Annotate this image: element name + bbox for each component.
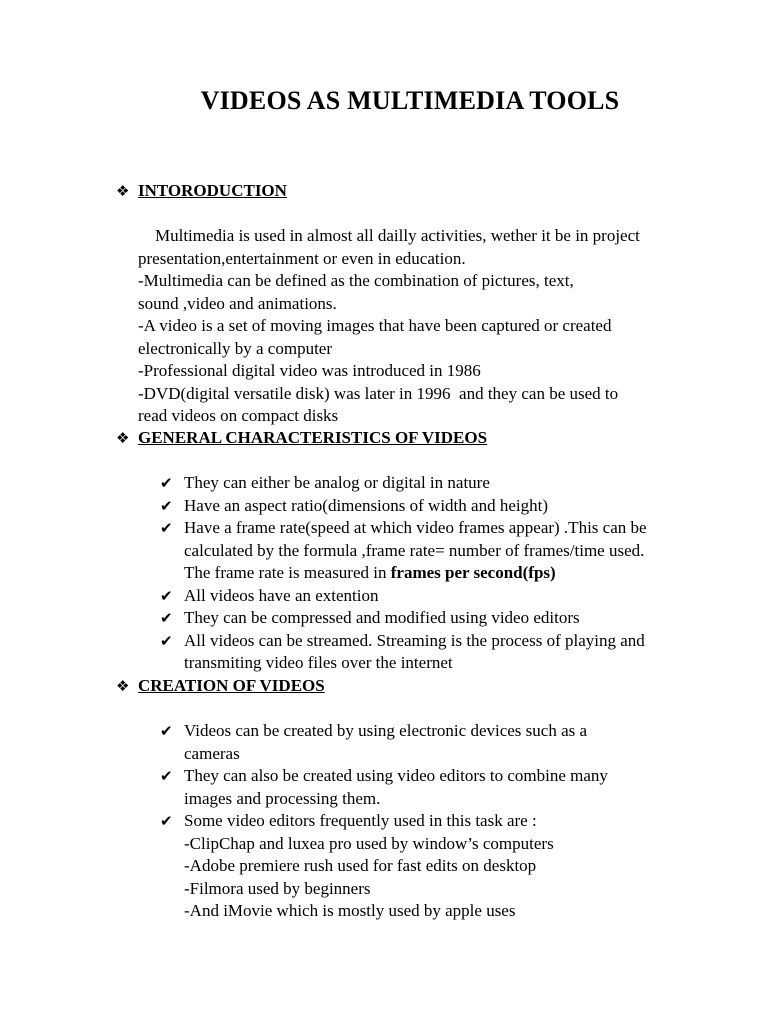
diamond-bullet-icon: ❖ (116, 677, 130, 695)
section-heading-introduction (116, 181, 287, 201)
list-item-text: cameras (184, 743, 240, 763)
list-item-bold-term: frames per second(fps) (390, 563, 556, 582)
section-heading-text: CREATION OF VIDEOS (138, 676, 325, 695)
list-item-text-prefix: The frame rate is measured in (184, 563, 391, 582)
list-item-text: All videos have an extention (184, 585, 379, 605)
checkmark-icon: ✔ (160, 631, 173, 650)
checkmark-icon: ✔ (160, 519, 173, 537)
list-item (160, 472, 647, 495)
list-item-text (184, 562, 647, 585)
list-item-text: Have an aspect ratio(dimensions of width and height) (184, 495, 548, 515)
list-item-text: -Filmora used by beginners (184, 878, 371, 898)
list-item (160, 810, 608, 923)
list-item-text: transmiting video files over the internet (184, 653, 453, 672)
list-item-text: Some video editors frequently used in this task are : (184, 811, 537, 830)
section-heading-characteristics (116, 428, 487, 448)
paragraph-line: electronically by a computer (138, 338, 332, 358)
list-item (160, 517, 647, 585)
paragraph-line: -Professional digital video was introduced in 1986 (138, 361, 481, 380)
list-item-text: calculated by the formula ,frame rate= number of frames/time used. (184, 540, 645, 560)
paragraph-line: -A video is a set of moving images that have been captured or created (138, 316, 612, 335)
checkmark-icon: ✔ (160, 586, 173, 605)
list-item (160, 720, 608, 765)
list-item-text: They can either be analog or digital in nature (184, 473, 490, 492)
list-item-text: They can also be created using video editors to combine many (184, 766, 608, 785)
checkmark-icon: ✔ (160, 496, 173, 515)
list-item (160, 585, 647, 608)
list-item-text: Have a frame rate(speed at which video frames appear) .This can be (184, 518, 647, 537)
diamond-bullet-icon: ❖ (116, 182, 130, 200)
paragraph-line: read videos on compact disks (138, 406, 339, 425)
paragraph-line: sound ,video and animations. (138, 293, 337, 313)
list-item (160, 630, 647, 675)
introduction-paragraph (138, 225, 640, 428)
list-item (160, 495, 647, 518)
paragraph-line: -Multimedia can be defined as the combination of pictures, text, (138, 271, 574, 290)
paragraph-line: -DVD(digital versatile disk) was later in 1996 and they can be used to (138, 383, 619, 403)
list-item (160, 765, 608, 810)
checkmark-icon: ✔ (160, 812, 173, 830)
checkmark-icon: ✔ (160, 722, 173, 740)
list-item-text: -ClipChap and luxea pro used by window’s computers (184, 833, 554, 853)
list-item-text: images and processing them. (184, 788, 381, 808)
section-heading-creation (116, 676, 325, 696)
characteristics-list (160, 472, 647, 675)
document-title: VIDEOS AS MULTIMEDIA TOOLS (200, 86, 620, 115)
list-item-text: Videos can be created by using electronic devices such as a (184, 721, 588, 740)
creation-list (160, 720, 608, 923)
diamond-bullet-icon: ❖ (116, 429, 130, 447)
paragraph-line: Multimedia is used in almost all dailly activities, wether it be in project (138, 226, 640, 245)
list-item-text: All videos can be streamed. Streaming is the process of playing and (184, 630, 645, 650)
section-heading-text: GENERAL CHARACTERISTICS OF VIDEOS (138, 428, 488, 447)
checkmark-icon: ✔ (160, 474, 173, 492)
paragraph-line: presentation,entertainment or even in education. (138, 248, 466, 268)
list-item (160, 607, 647, 630)
list-item-text: -Adobe premiere rush used for fast edits on desktop (184, 856, 537, 875)
checkmark-icon: ✔ (160, 767, 173, 785)
section-heading-text: INTORODUCTION (138, 181, 287, 200)
checkmark-icon: ✔ (160, 609, 173, 627)
list-item-text: They can be compressed and modified using video editors (184, 608, 580, 627)
list-item-text: -And iMovie which is mostly used by apple uses (184, 901, 516, 920)
